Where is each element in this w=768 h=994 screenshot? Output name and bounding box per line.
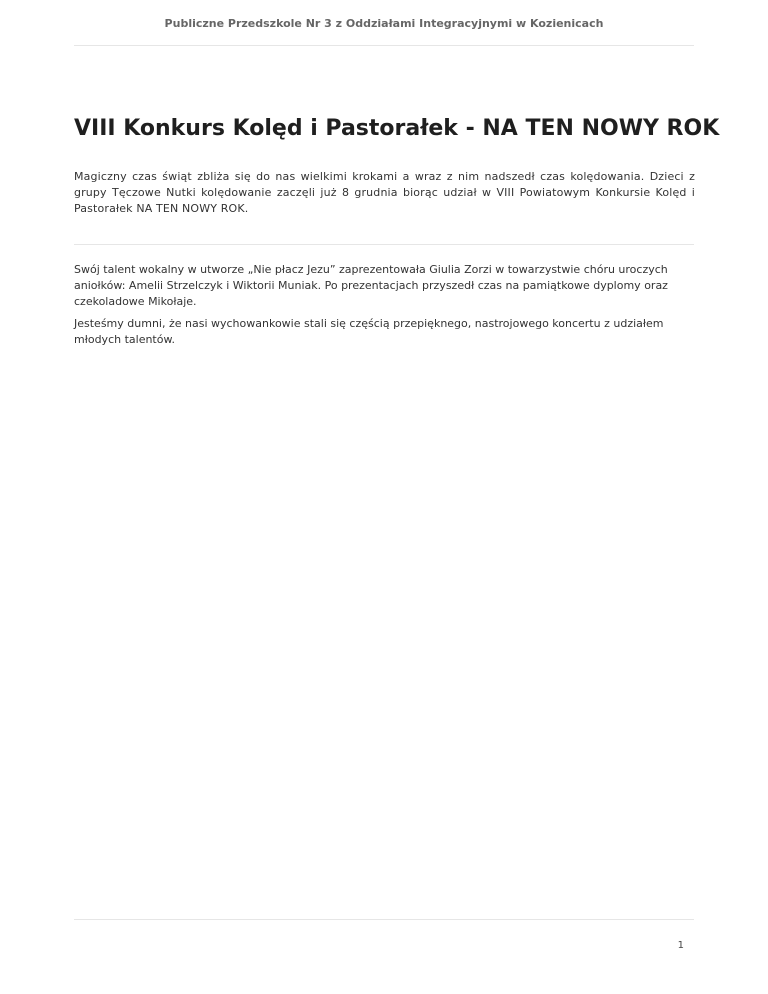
article-paragraph-2: Swój talent wokalny w utworze „Nie płacz Jezu” zaprezentowała Giulia Zorzi w towarzystwie chóru uroczych aniołków: Amelii Strzelczyk i Wiktorii Muniak. Po prezentacjach przyszedł czas na pamiątkowe dyplomy oraz czekoladowe Mikołaje. [74,263,668,308]
article-paragraph-3: Jesteśmy dumni, że nasi wychowankowie stali się częścią przepięknego, nastrojowego koncertu z udziałem młodych talentów. [74,317,664,346]
page-number: 1 [677,940,684,951]
page-header: Publiczne Przedszkole Nr 3 z Oddziałami Integracyjnymi w Kozienicach [164,17,604,30]
article-title: VIII Konkurs Kolęd i Pastorałek - NA TEN NOWY ROK [74,116,720,141]
header-divider [74,45,694,46]
footer-divider [74,919,694,920]
article-intro: Magiczny czas świąt zbliża się do nas wielkimi krokami a wraz z nim nadszedł czas kolędowania. Dzieci z grupy Tęczowe Nutki kolędowanie zaczęli już 8 grudnia biorąc udział w VIII Powiatowym Konkursie Kolęd i Pastorałek NA TEN NOWY ROK. [74,170,695,215]
content-divider [74,244,694,245]
